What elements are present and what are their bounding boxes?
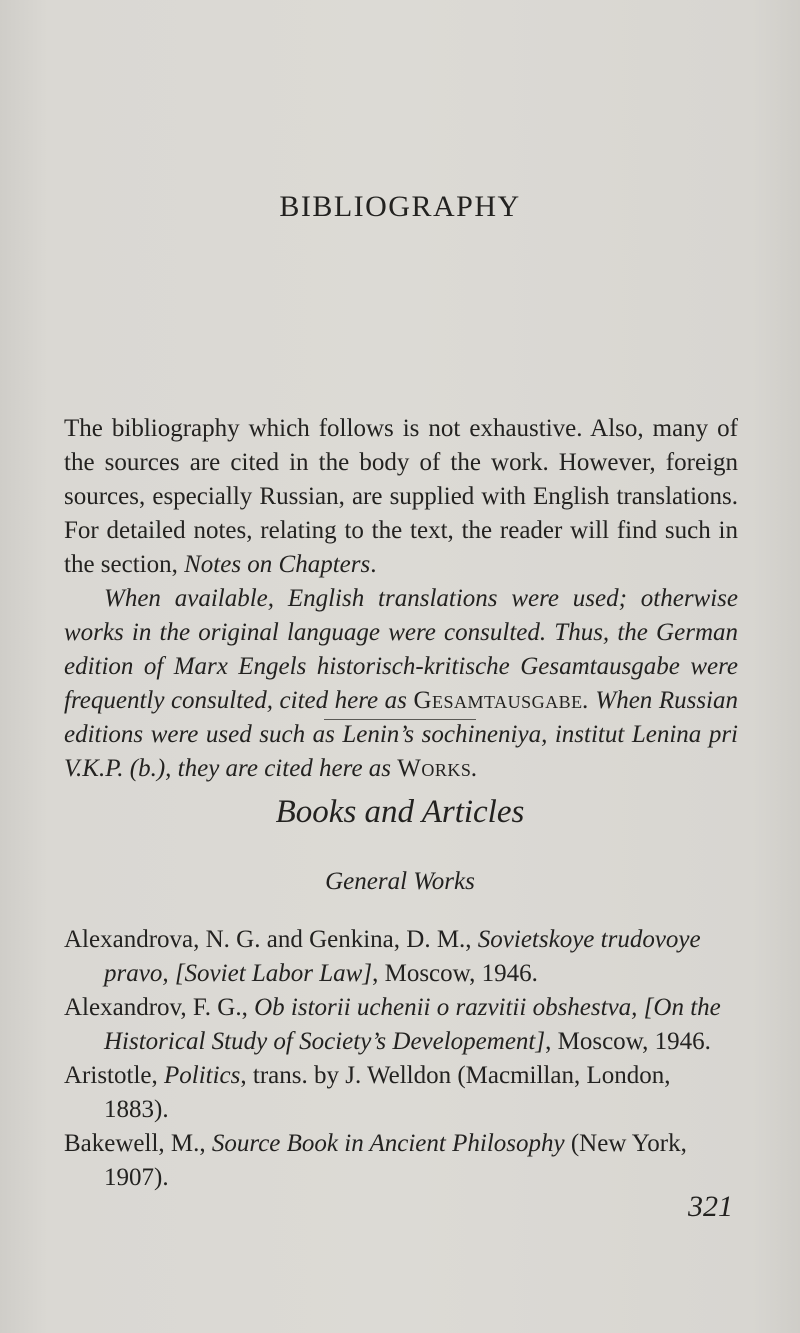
bibliography-entry <box>64 923 738 991</box>
bibliography-entry <box>64 991 738 1059</box>
intro-paragraph-2-text-a: When available, English translations were used; otherwise works in the original language were consulted. Thus, the German edition of Marx Engels historisch-kritische Gesamtausgabe were frequently consulted, cited here as <box>64 585 738 714</box>
section-divider <box>324 719 476 720</box>
entry-author: Aristotle, <box>64 1062 164 1089</box>
works-abbrev: Works <box>397 755 472 782</box>
intro-paragraph-2-text-c: . <box>471 755 478 782</box>
entry-details: (New York, 1907). <box>104 1130 687 1191</box>
intro-paragraph-1-end: . <box>370 551 377 578</box>
bibliography-entry <box>64 1059 738 1127</box>
bibliography-entry <box>64 1127 738 1195</box>
intro-paragraph-1 <box>64 412 738 582</box>
subsection-heading: General Works <box>325 868 475 895</box>
entry-work: Sovietskoye trudovoye pravo, [Soviet Labor Law] <box>104 926 701 987</box>
section-heading: Books and Articles <box>275 794 525 830</box>
intro-text <box>64 412 738 786</box>
entry-author: Alexandrova, N. G. and Genkina, D. M., <box>64 926 478 953</box>
intro-paragraph-1-text: The bibliography which follows is not exhaustive. Also, many of the sources are cited in the body of the work. However, foreign sources, especially Russian, are supplied with English translations. For detailed notes, relating to the text, the reader will find such in the section, <box>64 415 738 578</box>
entry-details: , trans. by J. Welldon (Macmillan, London, 1883). <box>104 1062 671 1123</box>
entry-details: , Moscow, 1946. <box>372 960 538 987</box>
notes-reference: Notes on Chapters <box>184 551 371 578</box>
intro-paragraph-2 <box>64 582 738 786</box>
entry-author: Bakewell, M., <box>64 1130 212 1157</box>
page-number: 321 <box>688 1190 733 1223</box>
entry-work: Source Book in Ancient Philosophy <box>211 1130 565 1157</box>
bibliography-list <box>64 923 738 1195</box>
page-title: BIBLIOGRAPHY <box>279 190 521 223</box>
entry-details: , Moscow, 1946. <box>545 1028 711 1055</box>
entry-work: Politics <box>164 1062 241 1089</box>
entry-author: Alexandrov, F. G., <box>64 994 255 1021</box>
entry-work: Ob istorii uchenii o razvitii obshestva, [On the Historical Study of Society’s Developement] <box>104 994 721 1055</box>
gesamtausgabe-abbrev: Gesamtausgabe <box>413 687 583 714</box>
intro-paragraph-2-text-b: . When Russian editions were used such as Lenin’s sochineniya, institut Lenina pri V.K.P. (b.), they are cited here as <box>64 687 738 782</box>
